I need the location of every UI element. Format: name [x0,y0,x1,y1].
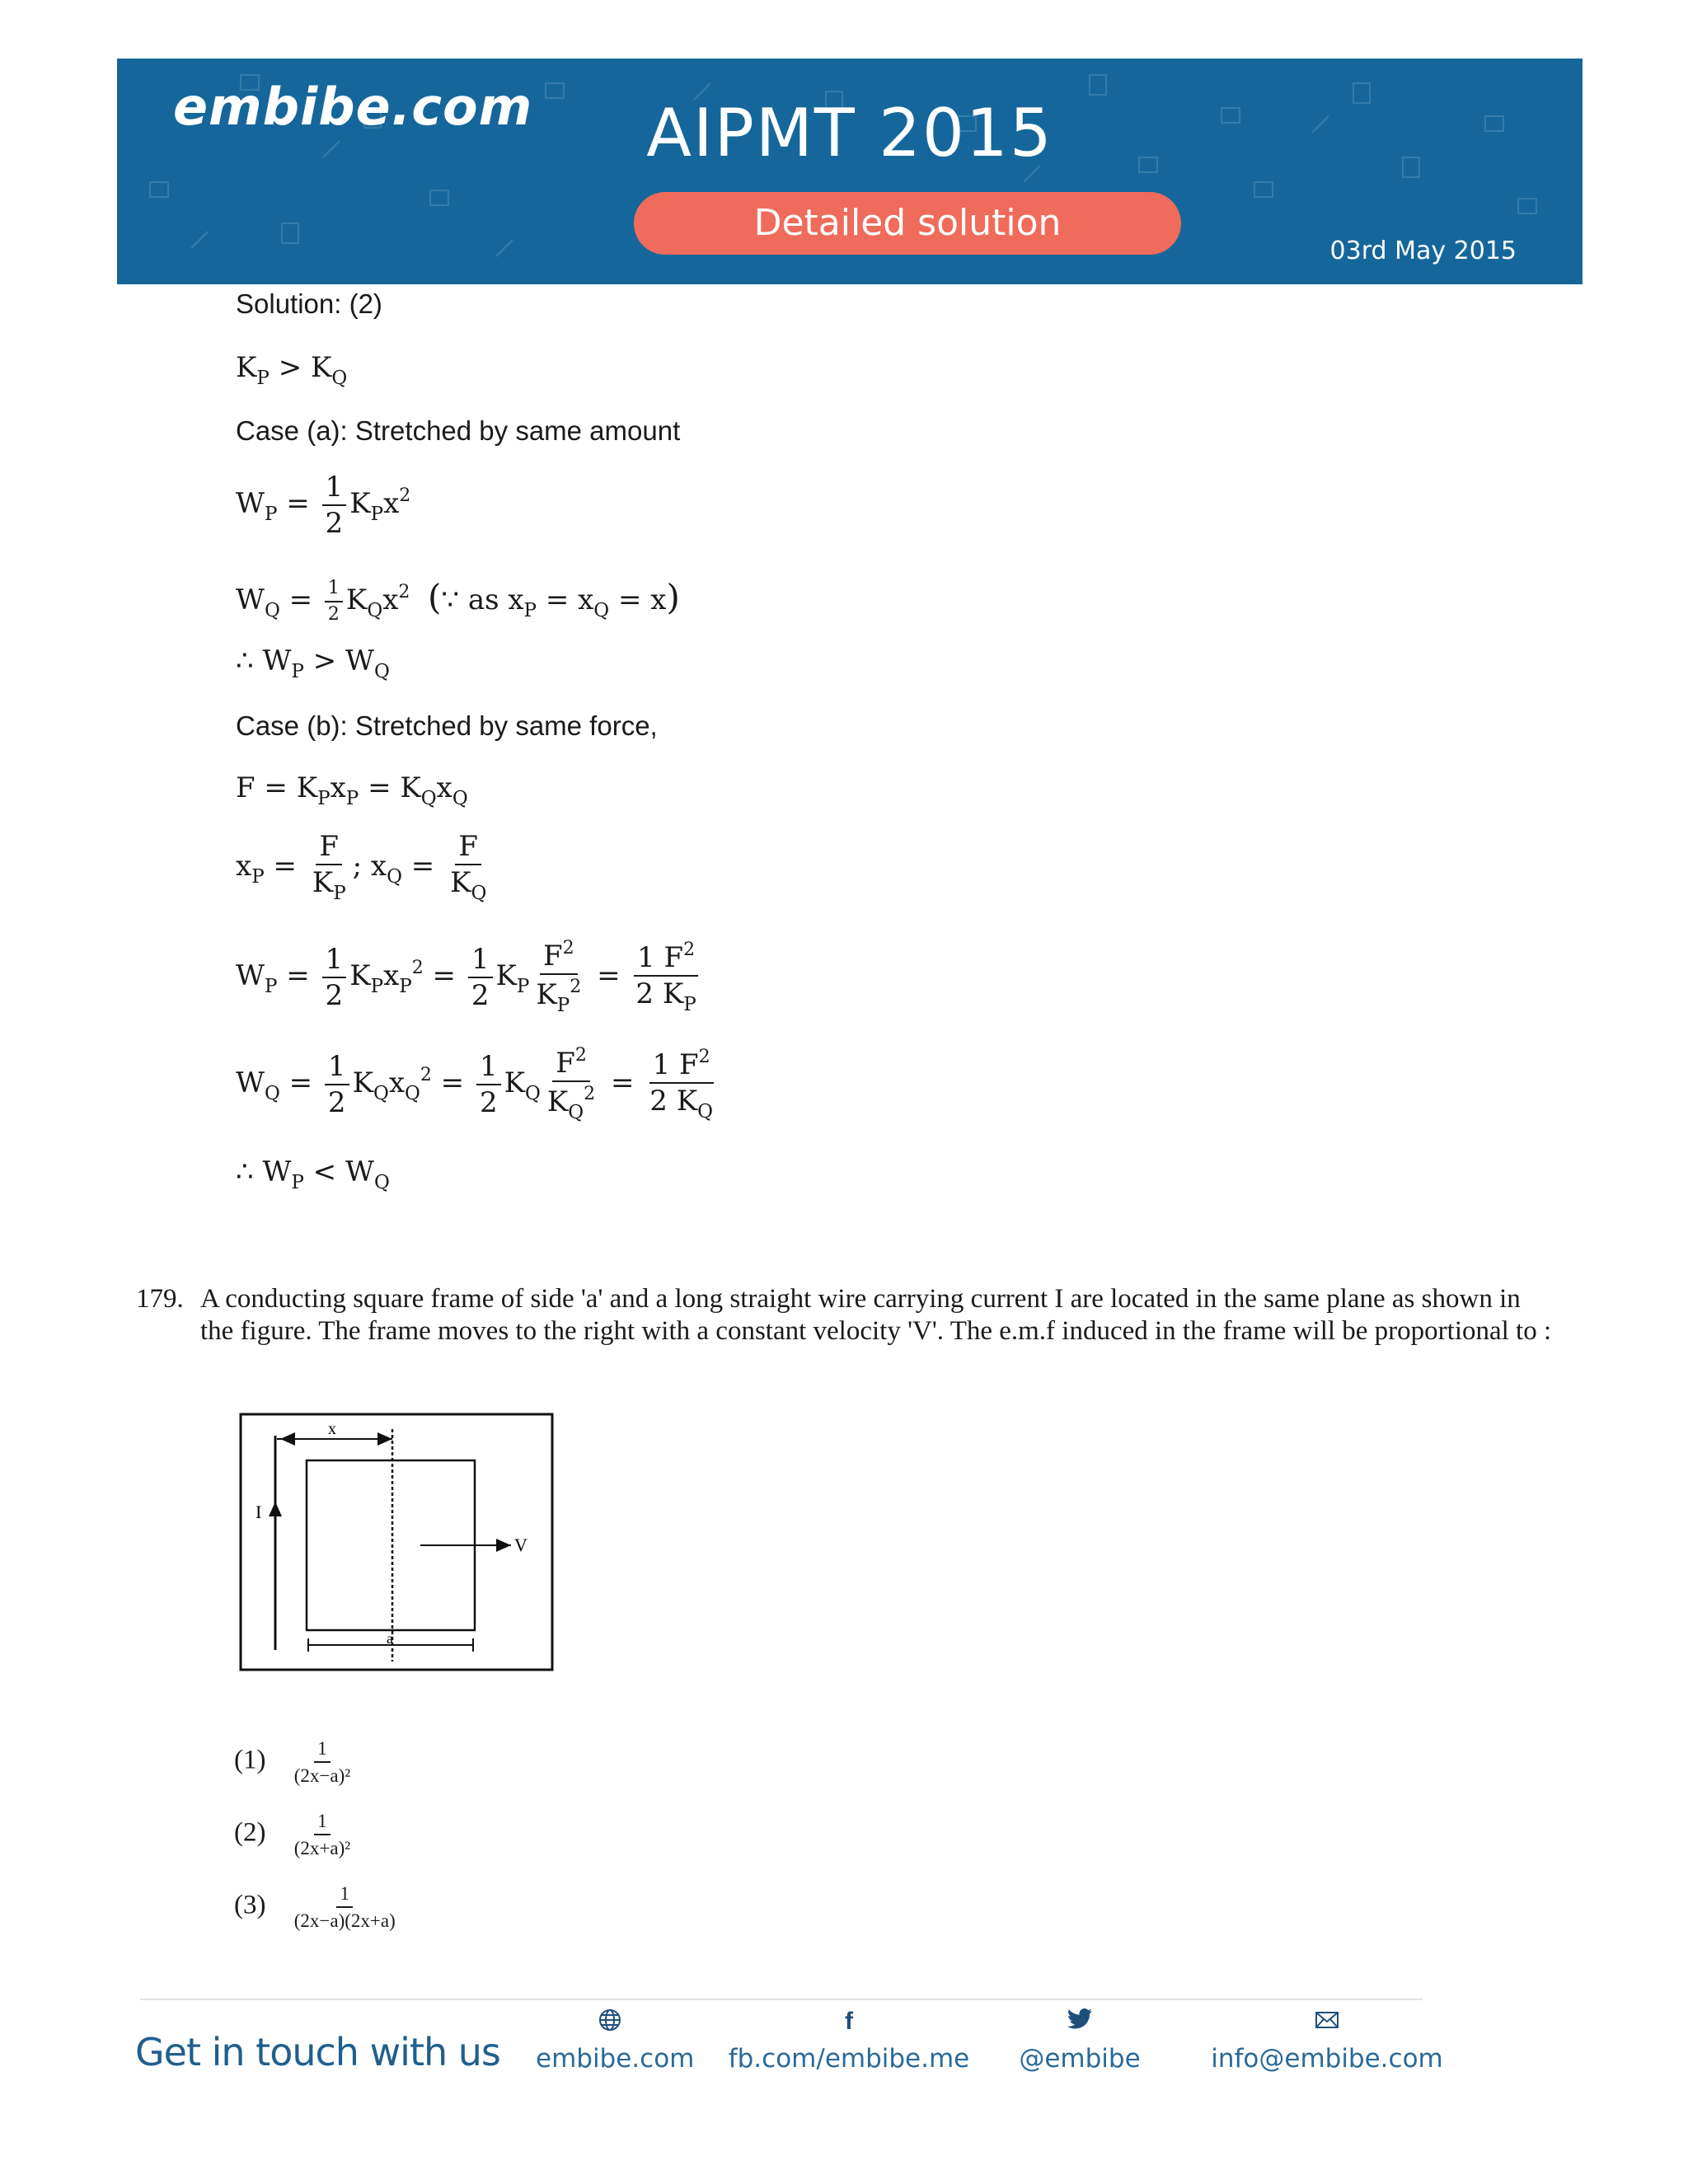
option-1[interactable] [234,1739,357,1785]
footer-link-label: @embibe [1019,2044,1141,2074]
footer-link-label: info@embibe.com [1211,2044,1443,2074]
footer-heading: Get in touch with us [135,2030,500,2074]
footer-link-email[interactable] [1203,2008,1451,2074]
footer-link-website[interactable] [536,2008,695,2074]
case-a-heading: Case (a): Stretched by same amount [236,415,681,446]
option-2[interactable] [234,1811,357,1858]
footer-link-twitter[interactable] [1014,2008,1146,2074]
globe-icon [536,2008,684,2044]
equation-kp-gt-kq: $K_P > K_Q$ [236,351,348,389]
current-label: I [256,1502,262,1522]
side-a-label: a [387,1630,393,1647]
result-case-a: ∴ $W_P > W_Q$ [236,644,390,682]
result-case-b: ∴ $W_P < W_Q$ [236,1155,390,1193]
option-denominator: (2x+a)² [293,1838,351,1858]
option-denominator: (2x−a)(2x+a) [293,1910,396,1931]
option-3[interactable] [234,1884,402,1930]
equation-force: $F = K_Px_P = K_Qx_Q$ [236,771,468,809]
exam-date: 03rd May 2015 [1329,237,1517,265]
equation-wp-case-b: $W_P$ = $\frac{1}{2}$ $K_Px_P^2$ = $\frac{1}{2}$ $K_P$ $\frac{F^2}{K_P^2}$ = $\frac{1 F^2}{2 K_P}$ [236,940,703,1015]
solution-label: Solution: (2) [236,288,382,319]
figure-border [241,1414,552,1670]
equation-wq-case-b: $W_Q$ = $\frac{1}{2}$ $K_Qx_Q^2$ = $\frac{1}{2}$ $K_Q$ $\frac{F^2}{K_Q^2}$ = $\frac{1 F^2}{2 K_Q}$ [236,1045,713,1123]
case-b-heading: Case (b): Stretched by same force, [236,710,658,741]
equation-wq-case-a: $W_Q$ = $\frac{1}{2}$ $K_Qx^2$ (∵ as $x_P = x_Q = x$) [236,577,680,625]
option-numerator: 1 [314,1811,331,1835]
brand-logo: embibe.com [173,77,533,137]
question-number: 179. [136,1284,184,1314]
option-label: (1) [234,1745,266,1775]
twitter-icon [1014,2008,1146,2044]
distance-x-label: x [328,1420,336,1438]
mail-icon [1203,2008,1451,2044]
footer-link-label: embibe.com [536,2044,695,2074]
footer-link-label: fb.com/embibe.me [728,2044,970,2074]
option-label: (2) [234,1817,266,1848]
page-title: AIPMT 2015 [646,95,1053,171]
velocity-label: V [514,1535,528,1555]
question-text: A conducting square frame of side 'a' and a long straight wire carrying current I are located in the same plane as shown in the figure. The frame moves to the right with a constant velocity 'V'. The e.m.f induced in the frame will be proportional to : [200,1284,1552,1346]
option-denominator: (2x−a)² [293,1765,351,1786]
detailed-solution-badge: Detailed solution [634,192,1181,255]
equation-wp-case-a: $W_P$ = $\frac{1}{2}$ $K_Px^2$ [236,471,411,540]
option-numerator: 1 [336,1884,353,1908]
header-banner [117,59,1582,284]
footer-link-facebook[interactable] [725,2008,973,2074]
footer-divider [140,1999,1423,2000]
option-numerator: 1 [314,1739,331,1763]
question-figure [239,1411,556,1673]
option-label: (3) [234,1890,266,1920]
equation-displacements: $x_P$ = $\frac{F}{K_P}$ ; $x_Q$ = $\frac{F}{K_Q}$ [236,830,487,904]
facebook-icon: f [845,2008,853,2035]
